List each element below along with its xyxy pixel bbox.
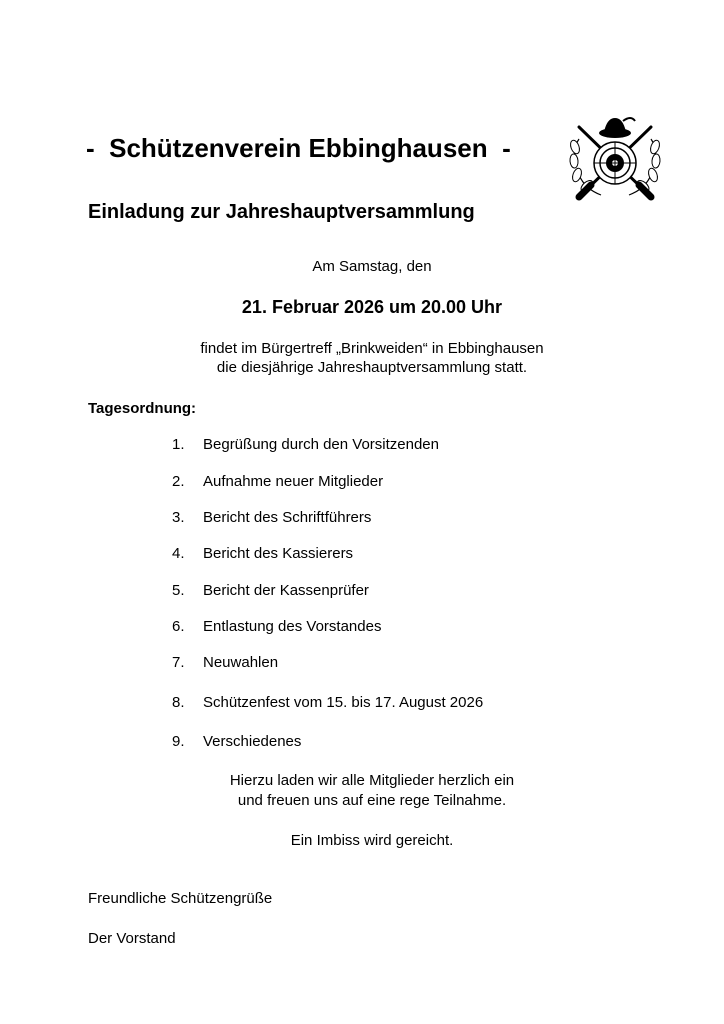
event-description: [0, 339, 724, 377]
agenda-item-text: Begrüßung durch den Vorsitzenden: [203, 436, 439, 453]
event-description-line-2: die diesjährige Jahreshauptversammlung statt.: [216, 359, 528, 376]
agenda-item-number: 3.: [172, 509, 185, 526]
signoff: Der Vorstand: [88, 930, 176, 947]
agenda-item-number: 6.: [172, 618, 185, 635]
agenda-item: [172, 617, 381, 637]
agenda-item-text: Bericht des Schriftführers: [203, 509, 372, 526]
snack-note: Ein Imbiss wird gereicht.: [290, 832, 454, 849]
agenda-item-text: Bericht der Kassenprüfer: [203, 582, 369, 599]
agenda-item: [172, 581, 369, 601]
agenda-item-number: 4.: [172, 545, 185, 562]
agenda-item: [172, 544, 353, 564]
agenda-item-number: 5.: [172, 582, 185, 599]
agenda-item-text: Schützenfest vom 15. bis 17. August 2026: [203, 694, 484, 711]
agenda-item-number: 8.: [172, 694, 185, 711]
agenda-item: [172, 472, 383, 492]
agenda-item-text: Bericht des Kassierers: [203, 545, 354, 562]
agenda-title: Tagesordnung:: [88, 400, 197, 417]
closing-text: [0, 771, 724, 811]
agenda-item: [172, 732, 301, 752]
agenda-item: [172, 435, 439, 455]
intro-text: Am Samstag, den: [312, 258, 432, 275]
agenda-item-number: 7.: [172, 654, 185, 671]
agenda-item-number: 9.: [172, 733, 185, 750]
agenda-item-text: Verschiedenes: [203, 733, 302, 750]
page-title: - Schützenverein Ebbinghausen -: [86, 133, 511, 163]
agenda-item-number: 1.: [172, 436, 185, 453]
agenda-item-text: Entlastung des Vorstandes: [203, 618, 382, 635]
closing-line-1: Hierzu laden wir alle Mitglieder herzlich ein: [229, 772, 515, 789]
event-date: 21. Februar 2026 um 20.00 Uhr: [241, 297, 503, 317]
closing-line-2: und freuen uns auf eine rege Teilnahme.: [237, 792, 507, 809]
agenda-item-text: Neuwahlen: [203, 654, 279, 671]
agenda-item: [172, 508, 371, 528]
agenda-item: [172, 653, 278, 673]
event-description-line-1: findet im Bürgertreff „Brinkweiden“ in Ebbinghausen: [200, 340, 544, 357]
agenda-item-text: Aufnahme neuer Mitglieder: [203, 473, 384, 490]
agenda-item-number: 2.: [172, 473, 185, 490]
agenda-item: [172, 693, 483, 713]
greeting: Freundliche Schützengrüße: [88, 890, 273, 907]
invitation-heading: Einladung zur Jahreshauptversammlung: [88, 201, 475, 223]
shooting-club-emblem-icon: [565, 113, 665, 203]
